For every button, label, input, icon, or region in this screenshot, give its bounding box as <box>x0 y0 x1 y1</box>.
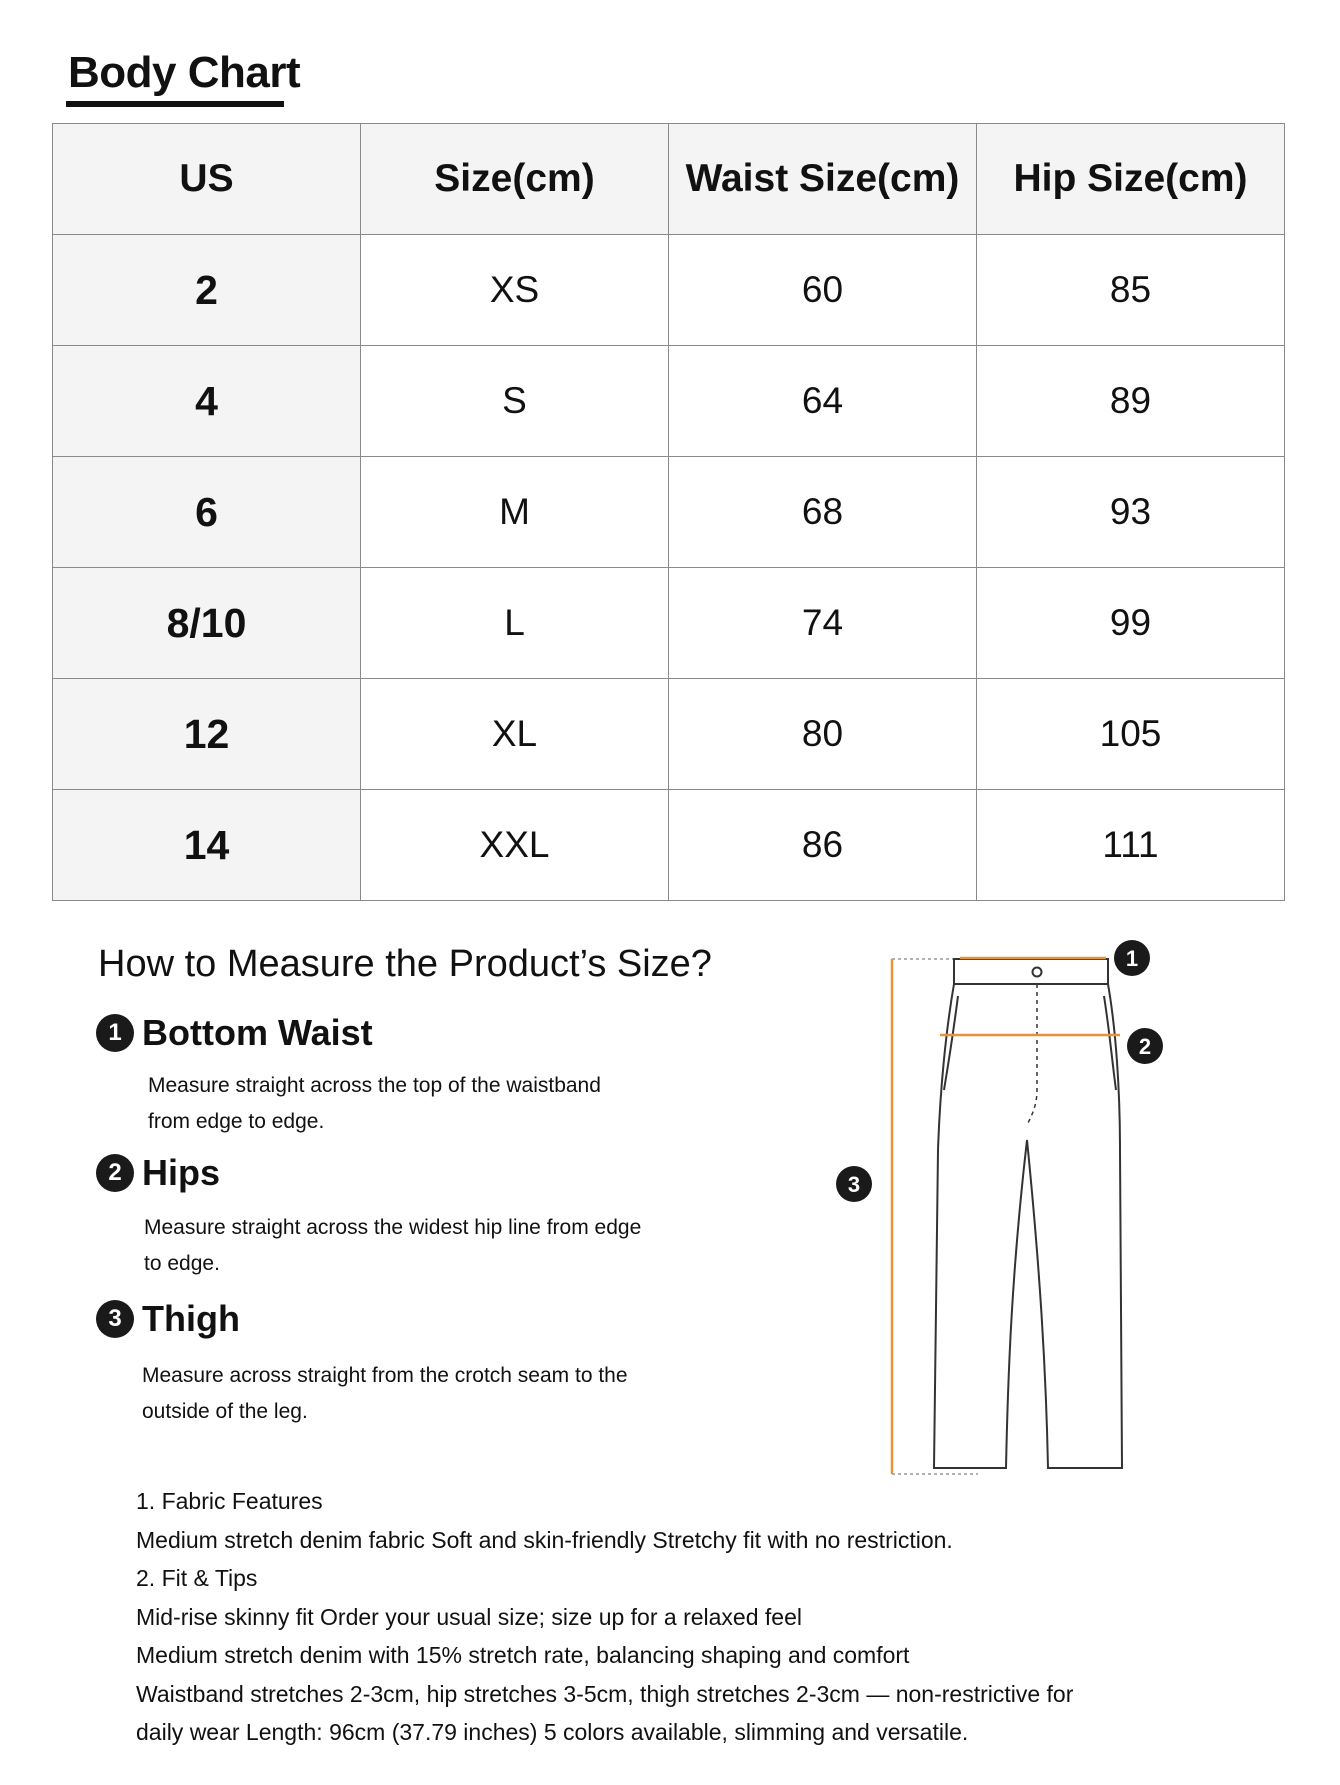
cell-waist: 86 <box>669 790 977 901</box>
step-desc-line: outside of the leg. <box>142 1400 308 1423</box>
cell-hip: 93 <box>977 457 1285 568</box>
cell-hip: 105 <box>977 679 1285 790</box>
step-description <box>142 1358 628 1430</box>
cell-size: S <box>361 346 669 457</box>
diagram-badge-label: 1 <box>1125 946 1139 971</box>
table-header-row <box>53 124 1285 235</box>
cell-size: M <box>361 457 669 568</box>
step-title: Bottom Waist <box>142 1012 373 1053</box>
notes-line: Medium stretch denim fabric Soft and skin-friendly Stretchy fit with no restriction. <box>136 1526 953 1553</box>
cell-us: 8/10 <box>53 568 361 679</box>
cell-size: XXL <box>361 790 669 901</box>
diagram-badge-3 <box>836 1166 872 1202</box>
cell-waist: 64 <box>669 346 977 457</box>
step-number-badge: 2 <box>96 1154 134 1192</box>
cell-hip: 89 <box>977 346 1285 457</box>
header-waist: Waist Size(cm) <box>669 124 977 235</box>
cell-us: 14 <box>53 790 361 901</box>
step-hips <box>96 1152 220 1194</box>
step-desc-line: Measure straight across the top of the waistband <box>148 1074 601 1097</box>
notes-line: Medium stretch denim with 15% stretch rate, balancing shaping and comfort <box>136 1642 910 1668</box>
table-row <box>53 346 1285 457</box>
measure-section-title: How to Measure the Product’s Size? <box>98 943 712 985</box>
table-row <box>53 457 1285 568</box>
page-title: Body Chart <box>68 48 301 97</box>
cell-us: 2 <box>53 235 361 346</box>
cell-size: XL <box>361 679 669 790</box>
step-description <box>148 1068 601 1140</box>
cell-hip: 99 <box>977 568 1285 679</box>
step-thigh <box>96 1298 240 1340</box>
step-desc-line: Measure straight across the widest hip line from edge <box>144 1216 642 1239</box>
notes-line: 2. Fit & Tips <box>136 1565 258 1591</box>
notes-line: Mid-rise skinny fit Order your usual size; size up for a relaxed feel <box>136 1603 802 1630</box>
cell-us: 6 <box>53 457 361 568</box>
table-row <box>53 679 1285 790</box>
cell-waist: 74 <box>669 568 977 679</box>
notes-line: daily wear Length: 96cm (37.79 inches) 5 colors available, slimming and versatile. <box>136 1719 969 1745</box>
cell-waist: 68 <box>669 457 977 568</box>
step-title: Hips <box>142 1152 221 1193</box>
title-underline <box>66 101 284 107</box>
header-hip: Hip Size(cm) <box>977 124 1285 235</box>
cell-size: XS <box>361 235 669 346</box>
cell-us: 12 <box>53 679 361 790</box>
product-notes <box>136 1482 1136 1752</box>
step-number-badge: 1 <box>96 1014 134 1052</box>
step-desc-line: Measure across straight from the crotch seam to the <box>142 1364 628 1387</box>
step-title: Thigh <box>142 1298 240 1339</box>
step-bottom-waist <box>96 1012 373 1054</box>
header-us: US <box>53 124 361 235</box>
step-description <box>144 1210 641 1282</box>
step-desc-line: from edge to edge. <box>148 1110 325 1133</box>
diagram-badge-label: 2 <box>1138 1034 1152 1059</box>
step-number-badge: 3 <box>96 1300 134 1338</box>
cell-waist: 60 <box>669 235 977 346</box>
fly-stitch <box>1027 984 1037 1125</box>
notes-line: 1. Fabric Features <box>136 1488 323 1514</box>
cell-hip: 85 <box>977 235 1285 346</box>
header-size: Size(cm) <box>361 124 669 235</box>
cell-hip: 111 <box>977 790 1285 901</box>
table-row <box>53 235 1285 346</box>
table-row <box>53 790 1285 901</box>
table-row <box>53 568 1285 679</box>
size-chart-table <box>52 123 1285 901</box>
notes-line: Waistband stretches 2-3cm, hip stretches 3-5cm, thigh stretches 2-3cm — non-restrictive for <box>136 1680 1074 1707</box>
diagram-badge-label: 3 <box>847 1172 861 1197</box>
cell-us: 4 <box>53 346 361 457</box>
diagram-badge-1 <box>1114 940 1150 976</box>
step-desc-line: to edge. <box>144 1252 220 1275</box>
diagram-badge-2 <box>1127 1028 1163 1064</box>
cell-waist: 80 <box>669 679 977 790</box>
cell-size: L <box>361 568 669 679</box>
pants-measurement-diagram <box>820 940 1200 1490</box>
